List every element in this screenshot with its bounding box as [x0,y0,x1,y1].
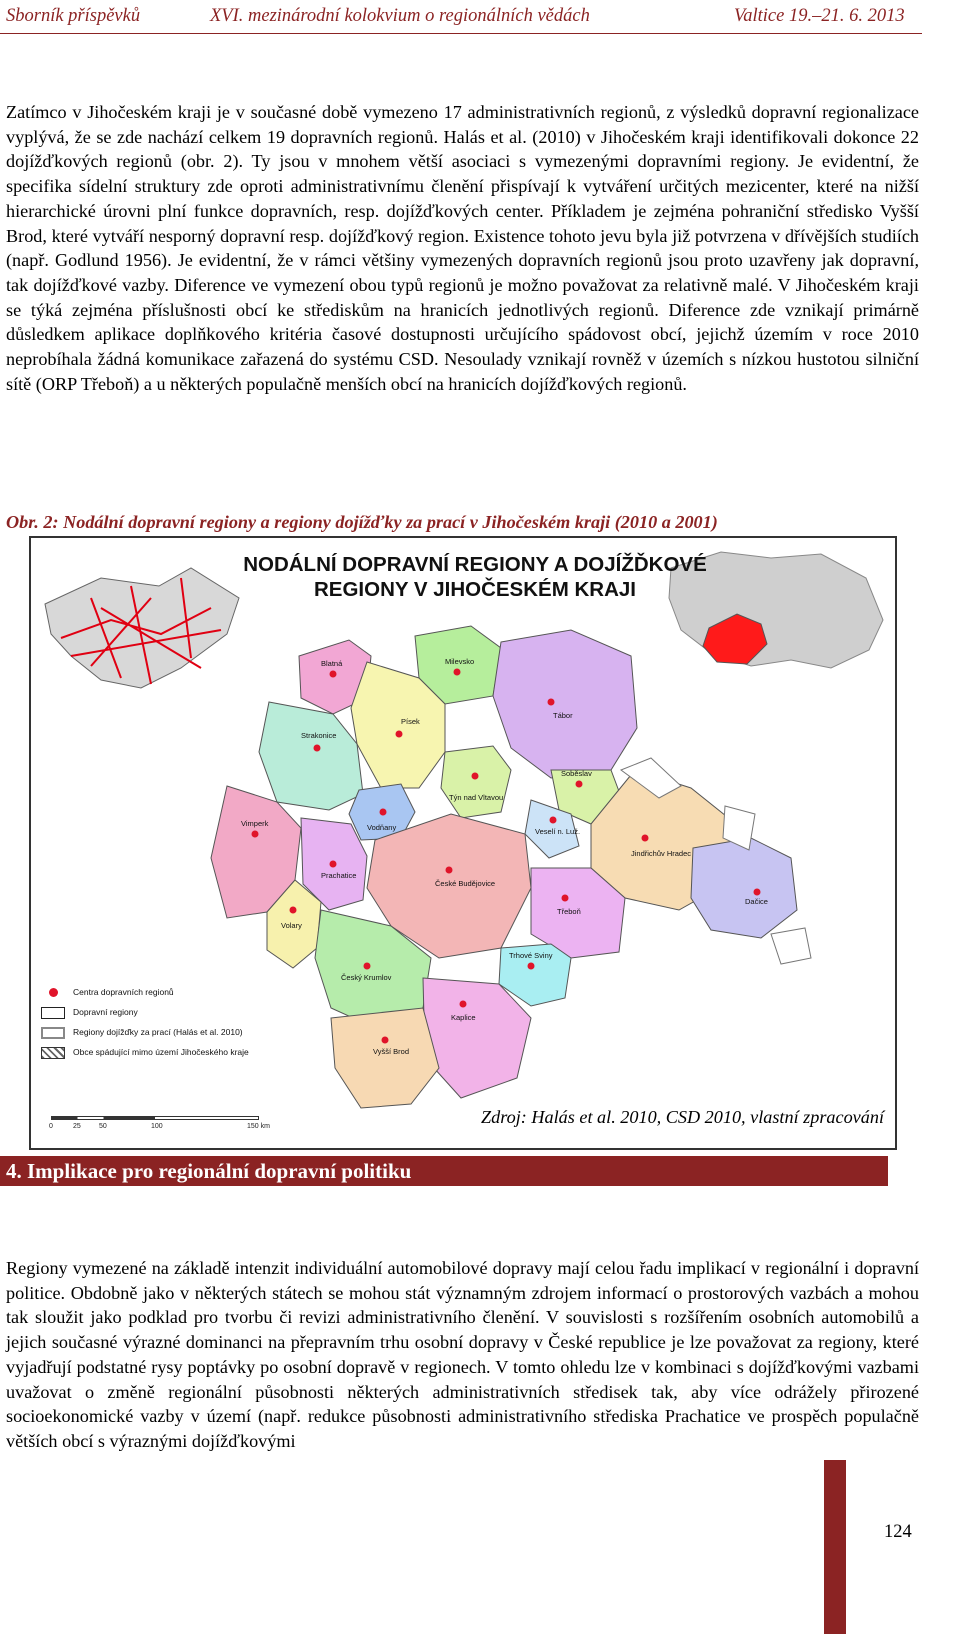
center-dacice [754,889,761,896]
center-strakonice [314,745,321,752]
scale-tick-0: 0 [49,1123,53,1130]
center-jhradec [642,835,649,842]
label-cesky-krumlov: Český Krumlov [341,973,392,982]
center-vimperk [252,831,259,838]
center-pisek [396,731,403,738]
map-title-line1: NODÁLNÍ DOPRAVNÍ REGIONY A DOJÍŽĎKOVÉ [243,553,707,576]
scale-tick-100: 100 [151,1123,163,1130]
label-tyn: Týn nad Vltavou [449,793,504,802]
label-sobeslav: Soběslav [561,769,592,778]
center-milevsko [454,669,461,676]
transport-region-swatch-icon [41,1007,65,1019]
legend-item-outside [41,1044,271,1064]
center-kaplice [460,1001,467,1008]
label-jhradec: Jindřichův Hradec [631,849,692,858]
legend-item-commuting-regions [41,1024,271,1044]
header-venue-date: Valtice 19.–21. 6. 2013 [734,6,905,26]
legend-item-centers [41,984,271,1004]
header-proceedings: Sborník příspěvků [6,6,141,26]
legend-label-transport-regions: Dopravní regiony [73,1007,138,1017]
label-tabor: Tábor [553,711,573,720]
scale-bar-graphic [51,1116,259,1120]
paragraph-results: Zatímco v Jihočeském kraji je v současné době vymezeno 17 administrativních regionů, z výsledků dopravní regionalizace vyplývá, že se zde nachází celkem 19 dopravních regionů. Halás et al. (2010) v Jihočeském kraji identifikovali dokonce 22 dojížďkových regionů (obr. 2). Ty jsou v mnohem větší asociaci s vymezenými dopravními regiony. Je evidentní, že specifika sídelní struktury zde oproti administrativnímu členění přispívají k vytváření určitých mezicenter, které na nižší hierarchické úrovni plní funkce dopravních, resp. dojížďkových center. Příkladem je zejména pohraniční středisko Vyšší Brod, které vytváří nesporný dopravní resp. dojížďkový region. Existence tohoto jevu byla již potvrzena v dřívějších studiích (např. Godlund 1956). Je evidentní, že v rámci většiny vymezených dopravních regionů jsou proto uzavřeny jak dopravní, tak dojížďkové vazby. Diference ve vymezení obou typů regionů je možno považovat za relativně malé. V Jihočeském kraji se týká zejména příslušnosti obcí ke střediskům na hranicích jednotlivých regionů. Diference zde vznikají primárně důsledkem aplikace doplňkového kritéria časové dostupnosti určujícího spádovost obcí, jejichž územím v roce 2010 neprobíhala žádná komunikace zařazená do systému CSD. Nesoulady vznikají rovněž v územích s nízkou hustotou silniční sítě (ORP Třeboň) a u některých populačně menších obcí na hranicích dojížďkových regionů. [6,102,919,394]
legend-item-transport-regions [41,1004,271,1024]
center-vyssi-brod [382,1037,389,1044]
center-trebon [562,895,569,902]
center-prachatice [330,861,337,868]
section-heading: 4. Implikace pro regionální dopravní politiku [0,1156,888,1186]
figure-source: Zdroj: Halás et al. 2010, CSD 2010, vlastní zpracování [481,1107,884,1127]
label-volary: Volary [281,921,302,930]
region-vyssi-brod [331,1008,439,1108]
label-vodnany: Vodňany [367,823,397,832]
region-dacice [691,838,797,938]
scale-tick-50: 50 [99,1123,107,1130]
label-trhove-sviny: Trhové Sviny [509,951,553,960]
region-tabor [493,630,637,778]
center-sobeslav [576,781,583,788]
page-accent-bar [824,1460,846,1634]
label-blatna: Blatná [321,659,343,668]
label-prachatice: Prachatice [321,871,357,880]
label-pisek: Písek [401,717,420,726]
label-vyssi-brod: Vyšší Brod [373,1047,409,1056]
center-cesky-krumlov [364,963,371,970]
region-kaplice [423,978,531,1098]
center-trhove-sviny [528,963,535,970]
label-strakonice: Strakonice [301,731,337,740]
scale-tick-25: 25 [73,1123,81,1130]
center-dot-icon [41,987,65,999]
center-volary [290,907,297,914]
scale-tick-150: 150 km [247,1123,270,1130]
paragraph-implications: Regiony vymezené na základě intenzit individuální automobilové dopravy mají celou řadu implikací v regionální i dopravní politice. Obdobně jako v některých státech se mohou stát významným zdrojem informací o prostorových vazbách a mohou tak sloužit jako podklad pro tvorbu či revizi administrativního členění. V souvislosti s rozšířením osobních automobilů a jejich současné výrazné dominanci na přepravním trhu osobní dopravy v České republice je lze považovat za regiony, které vyjadřují podstatné rysy poptávky po osobní dopravě v regionech. V tomto ohledu lze v kombinaci s dojížďkovými vazbami uvažovat o změně regionální působnosti některých administrativních středisek tak, aby více odrážely přirozené socioekonomické vazby v území (např. redukce působnosti administrativního střediska Prachatice ve prospěch populačně větších obcí s výraznými dojížďkovými [6,1258,919,1451]
label-vimperk: Vimperk [241,819,269,828]
label-veseli: Veselí n. Luž. [535,827,581,836]
center-blatna [330,671,337,678]
label-kaplice: Kaplice [451,1013,476,1022]
map-scale-bar [47,1116,277,1146]
map-title [205,552,745,602]
running-header [0,0,922,34]
header-colloquium: XVI. mezinárodní kolokvium o regionálních vědách [210,6,590,26]
center-tyn [472,773,479,780]
map-legend [41,984,271,1064]
commuting-region-swatch-icon [41,1027,65,1039]
figure-caption: Obr. 2: Nodální dopravní regiony a regiony dojížďky za prací v Jihočeském kraji (2010 a 2001) [6,512,718,532]
hatched-area-south-east [771,928,811,964]
center-tabor [548,699,555,706]
center-veseli [550,817,557,824]
hatch-swatch-icon [41,1047,65,1059]
legend-label-outside: Obce spádující mimo území Jihočeského kraje [73,1047,249,1057]
label-trebon: Třeboň [557,907,581,916]
center-vodnany [380,809,387,816]
region-polygons [211,626,811,1108]
center-ceske-budejovice [446,867,453,874]
legend-label-centers: Centra dopravních regionů [73,987,174,997]
label-ceske-budejovice: České Budějovice [435,879,496,888]
label-dacice: Dačice [745,897,768,906]
region-strakonice [259,702,363,810]
map-title-line2: REGIONY V JIHOČESKÉM KRAJI [314,578,636,601]
label-milevsko: Milevsko [445,657,475,666]
region-tyn [441,746,511,818]
legend-label-commuting-regions: Regiony dojížďky za prací (Halás et al. 2010) [73,1027,243,1037]
page-number: 124 [884,1522,912,1542]
figure-map [29,536,897,1150]
